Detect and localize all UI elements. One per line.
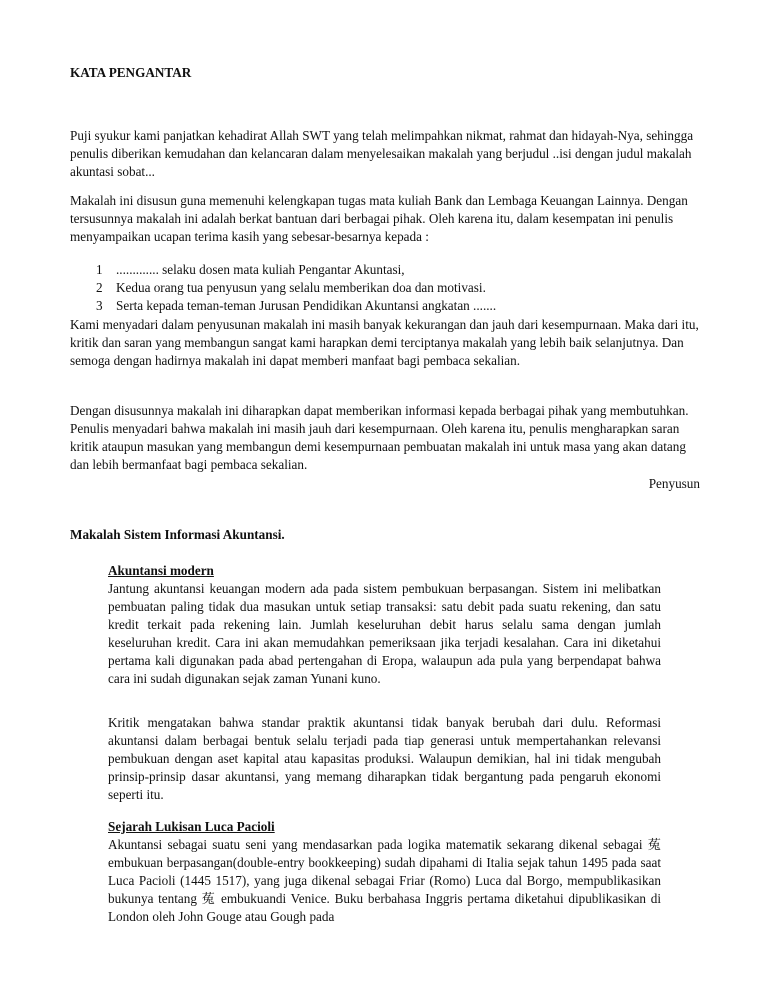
signature: Penyusun bbox=[648, 476, 700, 491]
list-item-number: 2 bbox=[96, 280, 103, 295]
section-paragraph: Jantung akuntansi keuangan modern ada pada sistem pembukuan berpasangan. Sistem ini melibatkan pembuatan paling tidak dua masukan untuk setiap transaksi: satu debit pada suatu rekening, dan satu kredit terkait pada rekening lain. Jumlah keseluruhan debit harus selalu sama dengan jumlah keseluruhan kredit. Cara ini akan memudahkan pemeriksaan jika terjadi kesalahan. Cara ini diketahui pertama kali digunakan pada abad pertengahan di Eropa, walaupun ada pula yang berpendapat bahwa cara ini sudah digunakan sejak zaman Yunani kuno. bbox=[108, 581, 661, 686]
list-item-text: Kedua orang tua penyusun yang selalu memberikan doa dan motivasi. bbox=[116, 280, 486, 295]
list-item-number: 3 bbox=[96, 298, 103, 313]
section-heading: Akuntansi modern bbox=[108, 563, 214, 578]
section-paragraph: Kritik mengatakan bahwa standar praktik akuntansi tidak banyak berubah dari dulu. Reformasi akuntansi dalam berbagai bentuk selalu terjadi pada tiap generasi untuk mempertahankan relevansi pembukuan dengan aset kapital atau kapasitas produksi. Walaupun demikian, hal ini tidak mengubah prinsip-prinsip dasar akuntansi, yang memang diharapkan tidak bergantung pada pengaruh ekonomi seperti itu. bbox=[108, 715, 661, 802]
foreword-paragraph-3: Kami menyadari dalam penyusunan makalah ini masih banyak kekurangan dan jauh dari kesempurnaan. Maka dari itu, kritik dan saran yang membangun sangat kami harapkan demi terciptanya makalah yang lebih baik selanjutnya. Dan semoga dengan hadirnya makalah ini dapat memberi manfaat bagi pembaca sekalian. bbox=[70, 317, 699, 368]
section-paragraph: Akuntansi sebagai suatu seni yang mendasarkan pada logika matematik sekarang dikenal sebagai 菟 embukuan berpasangan(double-entry bookkeeping) sudah dipahami di Italia sejak tahun 1495 pada saat Luca Pacioli (1445 1517), yang juga dikenal sebagai Friar (Romo) Luca dal Borgo, mempublikasikan bukunya tentang 菟 embukuandi Venice. Buku berbahasa Inggris pertama diketahui dipublikasikan di London oleh John Gouge atau Gough pada bbox=[108, 837, 661, 924]
foreword-paragraph-1: Puji syukur kami panjatkan kehadirat Allah SWT yang telah melimpahkan nikmat, rahmat dan hidayah-Nya, sehingga penulis diberikan kemudahan dan kelancaran dalam menyelesaikan makalah yang berjudul ..isi dengan judul makalah akuntasi sobat... bbox=[70, 128, 694, 179]
list-item bbox=[96, 297, 696, 315]
acknowledgement-list bbox=[96, 261, 696, 315]
section-sejarah-luca-pacioli bbox=[108, 818, 661, 926]
foreword-paragraph-4: Dengan disusunnya makalah ini diharapkan dapat memberikan informasi kepada berbagai pihak yang membutuhkan. Penulis menyadari bahwa makalah ini masih jauh dari kesempurnaan. Oleh karena itu, penulis mengharapkan saran kritik ataupun masukan yang membangun demi kesempurnaan pembuatan makalah ini untuk masa yang akan datang dan lebih bermanfaat bagi pembaca sekalian. bbox=[70, 403, 689, 472]
list-item bbox=[96, 261, 696, 279]
foreword-title: KATA PENGANTAR bbox=[70, 65, 192, 80]
list-item-text: ............. selaku dosen mata kuliah Pengantar Akuntasi, bbox=[116, 262, 405, 277]
list-item bbox=[96, 279, 696, 297]
section-heading: Sejarah Lukisan Luca Pacioli bbox=[108, 819, 275, 834]
section-akuntansi-modern bbox=[108, 562, 661, 688]
list-item-text: Serta kepada teman-teman Jurusan Pendidikan Akuntansi angkatan ....... bbox=[116, 298, 497, 313]
foreword-paragraph-2: Makalah ini disusun guna memenuhi kelengkapan tugas mata kuliah Bank dan Lembaga Keuangan Lainnya. Dengan tersusunnya makalah ini adalah berkat bantuan dari berbagai pihak. Oleh karena itu, dalam kesempatan ini penulis menyampaikan ucapan terima kasih yang sebesar-besarnya kepada : bbox=[70, 193, 688, 244]
paper-title: Makalah Sistem Informasi Akuntansi. bbox=[70, 527, 285, 542]
list-item-number: 1 bbox=[96, 262, 103, 277]
